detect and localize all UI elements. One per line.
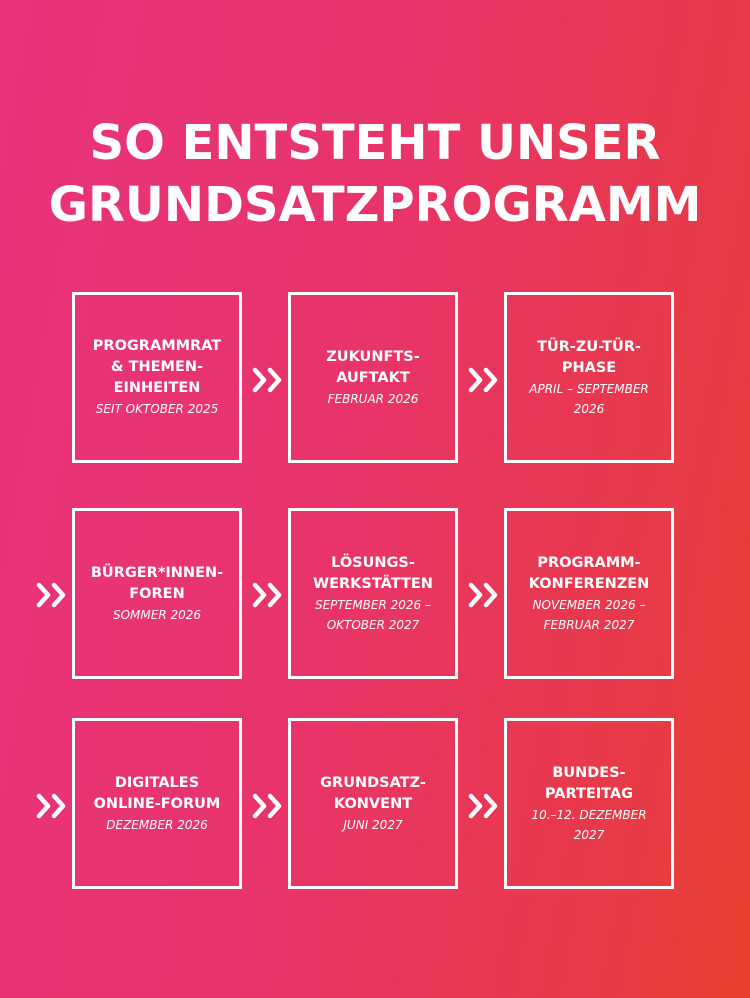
step-title: PROGRAMMRAT & THEMEN- EINHEITEN — [92, 338, 222, 396]
step-title: PROGRAMM- KONFERENZEN — [528, 554, 650, 592]
step-zukunftsauftakt — [288, 292, 458, 463]
double-chevron-right-icon — [252, 792, 286, 820]
step-buergerinnenforen — [72, 508, 242, 679]
double-chevron-right-icon — [252, 581, 286, 609]
step-date: FEBRUAR 2026 — [327, 391, 419, 406]
step-title: BUNDES- PARTEITAG — [544, 764, 634, 802]
step-date: JUNI 2027 — [343, 817, 403, 832]
step-title: TÜR-ZU-TÜR- PHASE — [537, 338, 641, 376]
step-digitales-online-forum — [72, 718, 242, 889]
step-tuer-zu-tuer-phase — [504, 292, 674, 463]
step-title: ZUKUNFTS- AUFTAKT — [326, 348, 420, 386]
title-line-2: GRUNDSATZPROGRAMM — [48, 177, 702, 233]
step-loesungswerkstaetten — [288, 508, 458, 679]
double-chevron-right-icon — [468, 581, 502, 609]
step-date: 10.–12. DEZEMBER 2027 — [531, 807, 647, 842]
step-title: GRUNDSATZ- KONVENT — [320, 774, 426, 812]
step-programmkonferenzen — [504, 508, 674, 679]
double-chevron-right-icon — [468, 792, 502, 820]
step-programmrat — [72, 292, 242, 463]
step-date: NOVEMBER 2026 – FEBRUAR 2027 — [532, 597, 646, 632]
page-title — [0, 112, 750, 236]
double-chevron-right-icon — [36, 581, 70, 609]
double-chevron-right-icon — [252, 366, 286, 394]
step-date: APRIL – SEPTEMBER 2026 — [529, 381, 649, 416]
step-date: DEZEMBER 2026 — [106, 817, 208, 832]
step-date: SEPTEMBER 2026 – OKTOBER 2027 — [314, 597, 432, 632]
double-chevron-right-icon — [36, 792, 70, 820]
step-title: DIGITALES ONLINE-FORUM — [93, 774, 221, 812]
step-bundesparteitag — [504, 718, 674, 889]
step-date: SEIT OKTOBER 2025 — [95, 402, 219, 416]
step-title: LÖSUNGS- WERKSTÄTTEN — [313, 554, 433, 592]
double-chevron-right-icon — [468, 366, 502, 394]
step-grundsatzkonvent — [288, 718, 458, 889]
title-line-1: SO ENTSTEHT UNSER — [89, 115, 661, 171]
step-date: SOMMER 2026 — [112, 607, 202, 622]
step-title: BÜRGER*INNEN- FOREN — [90, 564, 224, 602]
